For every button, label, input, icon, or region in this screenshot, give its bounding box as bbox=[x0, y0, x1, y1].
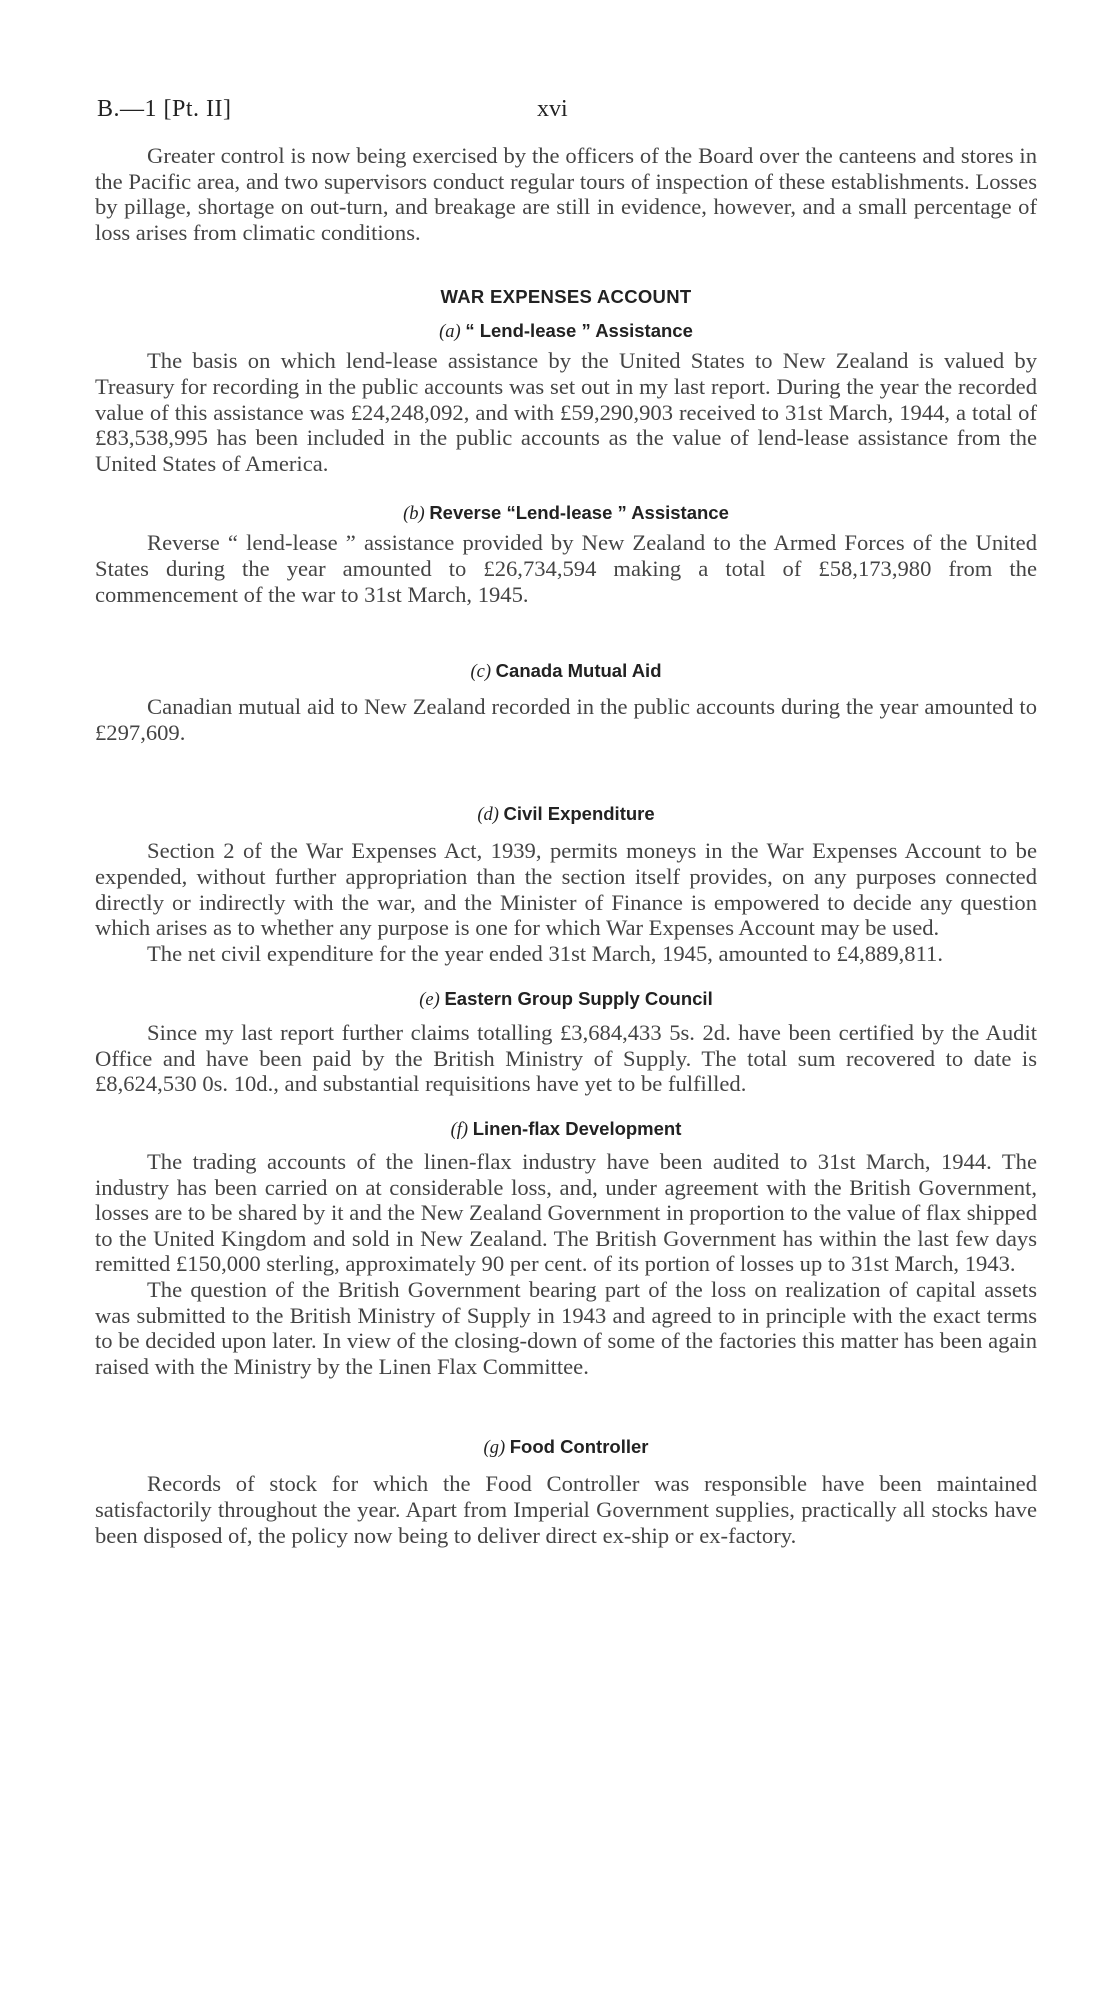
subheading-mark: (a) bbox=[439, 322, 461, 343]
paragraph-reverse-lend-lease: Reverse “ lend-lease ” assistance provided by New Zealand to the Armed Forces of the United States during the year amounted to £26,734,594 making a total of £58,173,980 from the commencement of the war to 31st March, 1945. bbox=[95, 530, 1037, 607]
subheading-lend-lease bbox=[95, 320, 1037, 343]
subheading-eastern-group-supply-council bbox=[95, 988, 1037, 1011]
subheading-mark: (e) bbox=[419, 990, 440, 1011]
subheading-mark: (g) bbox=[483, 1438, 506, 1459]
paragraph-lend-lease: The basis on which lend-lease assistance by the United States to New Zealand is valued by Treasury for recording in the public accounts was set out in my last report. During the year the recorded value of this assistance was £24,248,092, and with £59,290,903 received to 31st March, 1944, a total of £83,538,995 has been included in the public accounts as the value of lend-lease assistance from the United States of America. bbox=[95, 348, 1037, 476]
subheading-canada-mutual-aid bbox=[95, 660, 1037, 683]
subheading-reverse-lend-lease bbox=[95, 502, 1037, 525]
subheading-mark: (d) bbox=[477, 805, 499, 826]
subheading-title: “ Lend-lease ” Assistance bbox=[465, 320, 693, 342]
subheading-title: Civil Expenditure bbox=[503, 803, 655, 825]
subheading-mark: (c) bbox=[470, 662, 492, 683]
paragraph-eastern-group-supply-council: Since my last report further claims totalling £3,684,433 5s. 2d. have been certified by the Audit Office and have been paid by the British Ministry of Supply. The total sum recovered to date is £8,624,530 0s. 10d., and substantial requisitions have yet to be fulfilled. bbox=[95, 1020, 1037, 1097]
subheading-civil-expenditure bbox=[95, 803, 1037, 826]
subheading-title: Reverse “Lend-lease ” Assistance bbox=[429, 502, 729, 524]
subheading-mark: (b) bbox=[403, 504, 425, 525]
paragraph-linen-flax-1: The trading accounts of the linen-flax industry have been audited to 31st March, 1944. The industry has been carried on at considerable loss, and, under agreement with the British Government, losses are to be shared by it and the New Zealand Government in proportion to the value of flax shipped to the United Kingdom and sold in New Zealand. The British Government has within the last few days remitted £150,000 sterling, approximately 90 per cent. of its portion of losses up to 31st March, 1943. bbox=[95, 1149, 1037, 1277]
page-number: xvi bbox=[537, 96, 568, 122]
subheading-title: Canada Mutual Aid bbox=[495, 660, 662, 682]
subheading-linen-flax-development bbox=[95, 1118, 1037, 1141]
document-body bbox=[95, 143, 1037, 1548]
paragraph-civil-expenditure-2: The net civil expenditure for the year ended 31st March, 1945, amounted to £4,889,811. bbox=[147, 940, 943, 966]
paragraph-linen-flax-2: The question of the British Government bearing part of the loss on realization of capital assets was submitted to the British Ministry of Supply in 1943 and agreed to in principle with the exact terms to be decided upon later. In view of the closing-down of some of the factories this matter has been again raised with the Ministry by the Linen Flax Committee. bbox=[95, 1277, 1037, 1379]
document-reference: B.—1 [Pt. II] bbox=[97, 96, 232, 122]
subheading-title: Linen-flax Development bbox=[472, 1118, 682, 1140]
subheading-title: Food Controller bbox=[509, 1436, 649, 1458]
subheading-mark: (f) bbox=[450, 1120, 469, 1141]
section-heading-war-expenses: WAR EXPENSES ACCOUNT bbox=[440, 286, 692, 308]
paragraph-food-controller: Records of stock for which the Food Controller was responsible have been maintained satisfactorily throughout the year. Apart from Imperial Government supplies, practically all stocks have been disposed of, the policy now being to deliver direct ex-ship or ex-factory. bbox=[95, 1471, 1037, 1548]
paragraph-civil-expenditure-1: Section 2 of the War Expenses Act, 1939, permits moneys in the War Expenses Account to be expended, without further appropriation than the section itself provides, on any purposes connected directly or indirectly with the war, and the Minister of Finance is empowered to decide any question which arises as to whether any purpose is one for which War Expenses Account may be used. bbox=[95, 838, 1037, 941]
subheading-title: Eastern Group Supply Council bbox=[444, 988, 713, 1010]
paragraph-canada-mutual-aid: Canadian mutual aid to New Zealand recorded in the public accounts during the year amounted to £297,609. bbox=[95, 694, 1037, 745]
intro-paragraph: Greater control is now being exercised by the officers of the Board over the canteens and stores in the Pacific area, and two supervisors conduct regular tours of inspection of these establishments. Losses by pillage, shortage on out-turn, and breakage are still in evidence, however, and a small percentage of loss arises from climatic conditions. bbox=[95, 143, 1037, 245]
subheading-food-controller bbox=[95, 1436, 1037, 1459]
